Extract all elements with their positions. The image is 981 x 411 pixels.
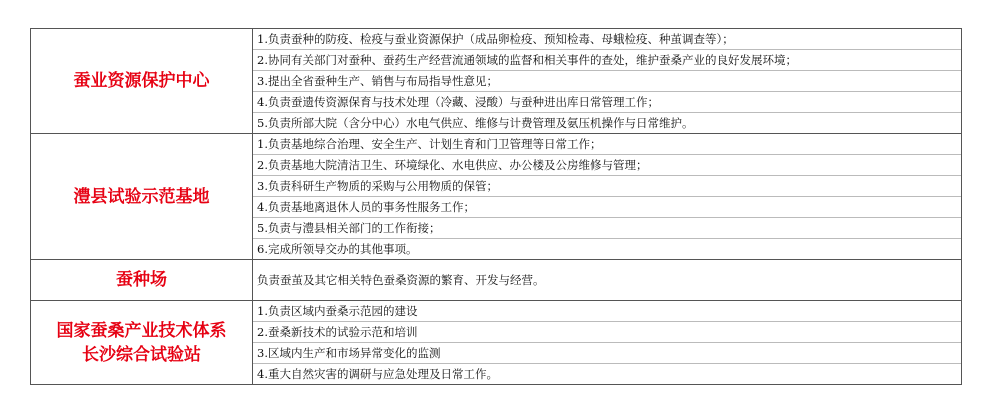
duty-item: 负责蚕茧及其它相关特色蚕桑资源的繁育、开发与经营。 bbox=[257, 273, 545, 287]
duty-item: 2.协同有关部门对蚕种、蚕药生产经营流通领域的监督和相关事件的查处，维护蚕桑产业的良好发展环境； bbox=[253, 50, 961, 71]
duty-item: 5.负责所部大院（含分中心）水电气供应、维修与计费管理及氨压机操作与日常维护。 bbox=[257, 116, 694, 130]
unit-name: 长沙综合试验站 bbox=[82, 344, 201, 365]
duty-item: 4.负责基地离退休人员的事务性服务工作； bbox=[253, 197, 961, 218]
unit-name-cell bbox=[31, 301, 253, 385]
duty-item: 2.蚕桑新技术的试验示范和培训 bbox=[253, 322, 961, 343]
duty-item: 3.提出全省蚕种生产、销售与布局指导性意见； bbox=[253, 71, 961, 92]
duty-item: 3.负责科研生产物质的采购与公用物质的保管； bbox=[253, 176, 961, 197]
duty-item: 3.区域内生产和市场异常变化的监测 bbox=[253, 343, 961, 364]
table-row bbox=[31, 29, 962, 134]
duties-cell bbox=[253, 29, 962, 134]
duties-cell bbox=[253, 301, 962, 385]
table-row bbox=[31, 260, 962, 301]
duty-item: 4.负责蚕遗传资源保育与技术处理（冷藏、浸酸）与蚕种进出库日常管理工作； bbox=[253, 92, 961, 113]
unit-name-cell bbox=[31, 134, 253, 260]
duty-item: 1.负责蚕种的防疫、检疫与蚕业资源保护（成品卵检疫、预知检毒、母蛾检疫、种茧调查等）； bbox=[253, 29, 961, 50]
unit-name-cell bbox=[31, 29, 253, 134]
department-responsibilities-table bbox=[30, 28, 962, 385]
duty-item: 4.重大自然灾害的调研与应急处理及日常工作。 bbox=[257, 367, 498, 381]
table-row bbox=[31, 134, 962, 260]
unit-name: 国家蚕桑产业技术体系 bbox=[56, 320, 227, 341]
duty-item: 1.负责区域内蚕桑示范园的建设 bbox=[253, 301, 961, 322]
duties-cell bbox=[253, 260, 962, 301]
unit-name: 澧县试验示范基地 bbox=[73, 186, 210, 207]
duty-item: 2.负责基地大院清洁卫生、环境绿化、水电供应、办公楼及公房维修与管理； bbox=[253, 155, 961, 176]
table-row bbox=[31, 301, 962, 385]
duty-item: 1.负责基地综合治理、安全生产、计划生育和门卫管理等日常工作； bbox=[253, 134, 961, 155]
duties-cell bbox=[253, 134, 962, 260]
unit-name: 蚕种场 bbox=[116, 270, 167, 290]
unit-name-cell bbox=[31, 260, 253, 301]
duty-item: 5.负责与澧县相关部门的工作衔接； bbox=[253, 218, 961, 239]
unit-name: 蚕业资源保护中心 bbox=[73, 71, 210, 91]
duty-item: 6.完成所领导交办的其他事项。 bbox=[257, 242, 418, 256]
